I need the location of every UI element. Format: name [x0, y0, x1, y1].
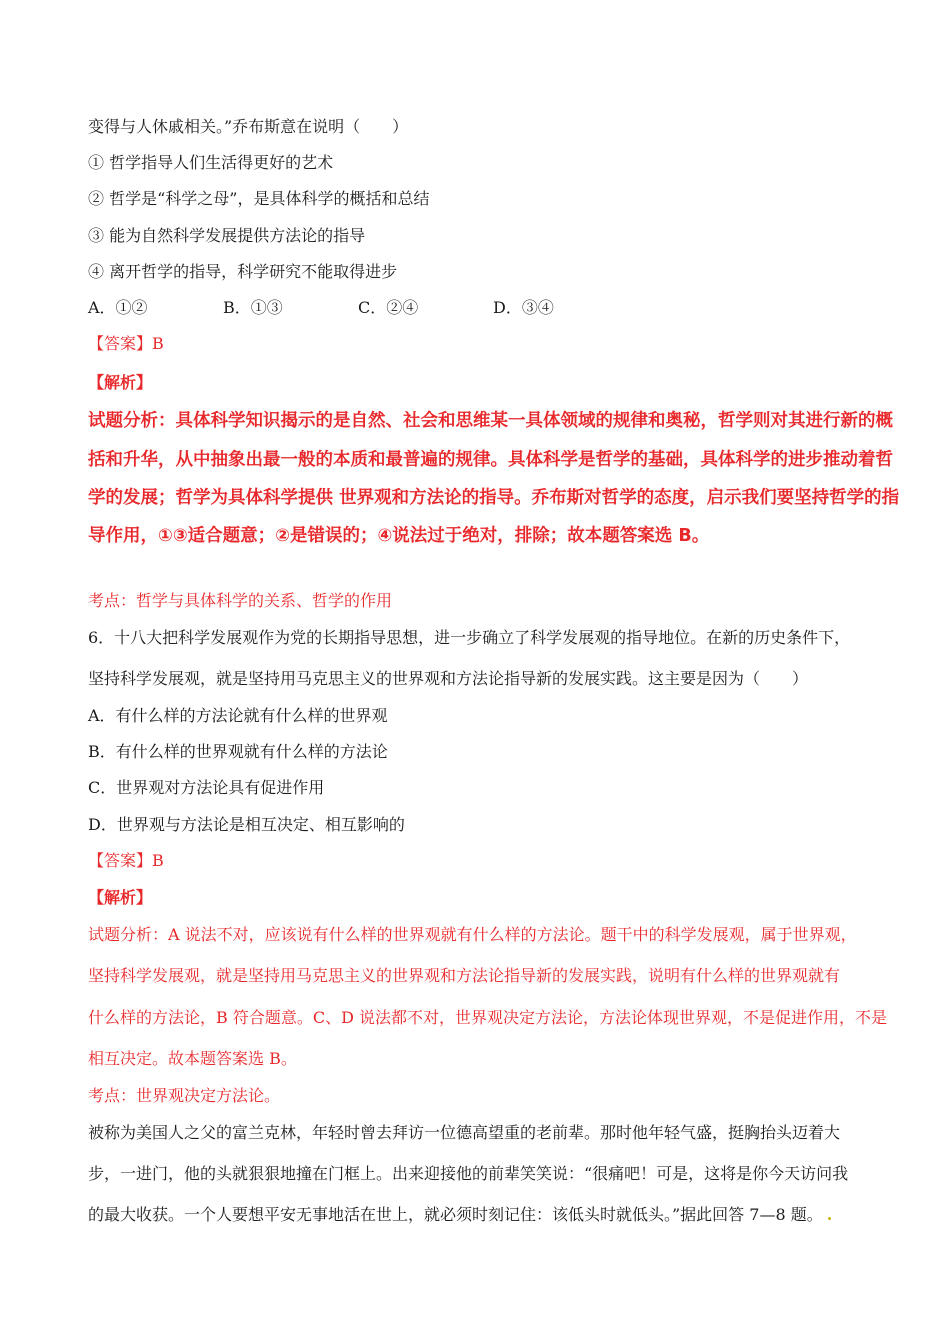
q6-kaodian: 考点：世界观决定方法论。 — [88, 1086, 281, 1105]
q5-item-1: ① 哲学指导人们生活得更好的艺术 — [88, 153, 334, 172]
q5-option-c: C．②④ — [358, 298, 419, 317]
q5-item-4: ④ 离开哲学的指导，科学研究不能取得进步 — [88, 262, 398, 281]
q6-stem-line-2: 坚持科学发展观，就是坚持用马克思主义的世界观和方法论指导新的发展实践。这主要是因为（ ） — [88, 669, 809, 688]
q6-answer: 【答案】B — [88, 851, 164, 870]
q5-analysis-line-4: 导作用，①③适合题意；②是错误的；④说法过于绝对，排除；故本题答案选 B。 — [88, 526, 710, 546]
q6-stem-line-1: 6．十八大把科学发展观作为党的长期指导思想，进一步确立了科学发展观的指导地位。在新的历史条件下， — [88, 628, 851, 647]
q6-option-a: A．有什么样的方法论就有什么样的世界观 — [88, 706, 388, 725]
q5-analysis-line-2: 括和升华，从中抽象出最一般的本质和最普遍的规律。具体科学是哲学的基础，具体科学的进步推动着哲 — [88, 450, 893, 470]
q5-item-2: ② 哲学是“科学之母”，是具体科学的概括和总结 — [88, 189, 430, 208]
q6-analysis-line-3: 什么样的方法论，B 符合题意。C、D 说法都不对，世界观决定方法论，方法论体现世界观，不是促进作用，不是 — [88, 1008, 888, 1027]
q5-item-3: ③ 能为自然科学发展提供方法论的指导 — [88, 226, 366, 245]
q6-option-d: D．世界观与方法论是相互决定、相互影响的 — [88, 815, 405, 834]
q5-kaodian: 考点：哲学与具体科学的关系、哲学的作用 — [88, 591, 393, 610]
q5-analysis-line-1: 试题分析：具体科学知识揭示的是自然、社会和思维某一具体领域的规律和奥秘，哲学则对其进行新的概 — [88, 411, 893, 431]
q6-analysis-label: 【解析】 — [88, 888, 153, 907]
passage-line-2: 步，一进门，他的头就狠狠地撞在门框上。出来迎接他的前辈笑笑说：“很痛吧！可是，这将是你今天访问我 — [88, 1164, 849, 1183]
q6-analysis-line-2: 坚持科学发展观，就是坚持用马克思主义的世界观和方法论指导新的发展实践，说明有什么样的世界观就有 — [88, 966, 841, 985]
passage-line-1: 被称为美国人之父的富兰克林，年轻时曾去拜访一位德高望重的老前辈。那时他年轻气盛，挺胸抬头迈着大 — [88, 1123, 841, 1142]
passage-line-3 — [88, 1205, 832, 1225]
q5-option-b: B．①③ — [223, 298, 283, 317]
passage-line-3-text: 的最大收获。一个人要想平安无事地活在世上，就必须时刻记住：该低头时就低头。”据此回答 7—8 题。 — [88, 1205, 823, 1224]
q6-option-b: B．有什么样的世界观就有什么样的方法论 — [88, 742, 388, 761]
q5-options — [88, 298, 628, 318]
decorative-dot: . — [826, 1205, 833, 1224]
q6-option-c: C．世界观对方法论具有促进作用 — [88, 778, 325, 797]
q5-option-d: D．③④ — [493, 298, 554, 317]
q6-analysis-line-1: 试题分析：A 说法不对，应该说有什么样的世界观就有什么样的方法论。题干中的科学发展观，属于世界观， — [88, 925, 857, 944]
q5-stem: 变得与人休戚相关。”乔布斯意在说明（ ） — [88, 117, 409, 136]
q5-analysis-label: 【解析】 — [88, 373, 153, 392]
q6-analysis-line-4: 相互决定。故本题答案选 B。 — [88, 1049, 297, 1068]
q5-analysis-line-3: 学的发展；哲学为具体科学提供 世界观和方法论的指导。乔布斯对哲学的态度，启示我们要坚持哲学的指 — [88, 488, 900, 508]
q5-option-a: A．①② — [88, 298, 148, 317]
q5-answer: 【答案】B — [88, 334, 164, 353]
